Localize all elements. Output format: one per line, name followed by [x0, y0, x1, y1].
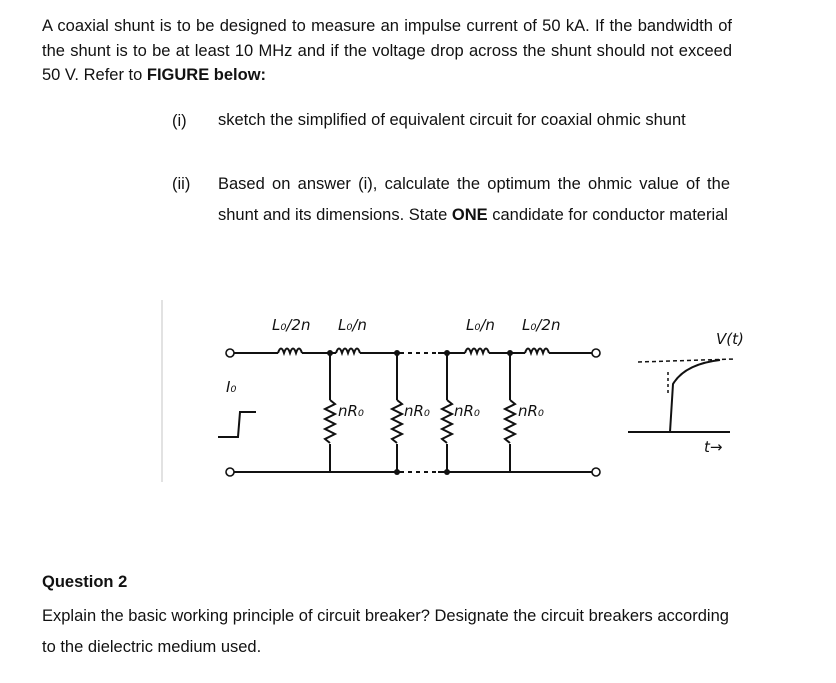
output-terminal-top	[592, 349, 600, 357]
question-2-heading: Question 2	[42, 573, 128, 591]
resistor-3-zigzag	[442, 400, 452, 443]
label-l-half-left: L₀/2n	[272, 316, 311, 334]
part-ii-emphasis: ONE	[451, 206, 488, 224]
figure-reference: FIGURE below:	[146, 66, 267, 84]
junction-dot	[394, 469, 400, 475]
inductor-l-left	[336, 349, 360, 354]
resistor-1-zigzag	[325, 400, 335, 443]
output-level-dashed	[638, 359, 735, 362]
output-response-curve	[670, 360, 720, 432]
junction-dot	[507, 350, 513, 356]
label-resistor-4: nR₀	[518, 402, 544, 420]
part-ii-number: (ii)	[172, 175, 191, 193]
label-resistor-3: nR₀	[454, 402, 480, 420]
resistor-4-zigzag	[505, 400, 515, 443]
part-i-number: (i)	[172, 112, 187, 130]
inductor-l-half-left	[278, 349, 302, 354]
part-i-text: sketch the simplified of equivalent circuit for coaxial ohmic shunt	[218, 111, 686, 129]
output-terminal-bottom	[592, 468, 600, 476]
label-resistor-2: nR₀	[404, 402, 430, 420]
junction-dot	[444, 350, 450, 356]
resistor-2-zigzag	[392, 400, 402, 443]
label-time-axis: t→	[704, 438, 723, 456]
junction-dot	[327, 350, 333, 356]
label-current: I₀	[226, 378, 237, 396]
input-impulse-waveform	[218, 412, 256, 437]
input-terminal-top	[226, 349, 234, 357]
problem-statement	[42, 14, 732, 88]
junction-dot	[444, 469, 450, 475]
label-l-half-right: L₀/2n	[522, 316, 561, 334]
question-2-text: Explain the basic working principle of circuit breaker? Designate the circuit breakers according to the dielectric medium used.	[42, 607, 729, 656]
equivalent-circuit-figure	[160, 292, 780, 492]
junction-dot	[394, 350, 400, 356]
label-output-voltage: V(t)	[716, 330, 744, 348]
part-ii-text-after: candidate for conductor material	[487, 206, 728, 224]
label-l-right: L₀/n	[466, 316, 495, 334]
label-l-left: L₀/n	[338, 316, 367, 334]
inductor-l-half-right	[525, 349, 549, 354]
inductor-l-right	[465, 349, 489, 354]
problem-intro: A coaxial shunt is to be designed to measure an impulse current of 50 kA. If the bandwidth of the shunt is to be at least 10 MHz and if the voltage drop across the shunt should not exceed 50 V. Refer to	[42, 17, 732, 84]
part-ii-text	[218, 169, 730, 231]
input-terminal-bottom	[226, 468, 234, 476]
part-ii-text-before: Based on answer (i), calculate the optimum the ohmic value of the shunt and its dimensions. State	[218, 175, 730, 224]
label-resistor-1: nR₀	[338, 402, 364, 420]
